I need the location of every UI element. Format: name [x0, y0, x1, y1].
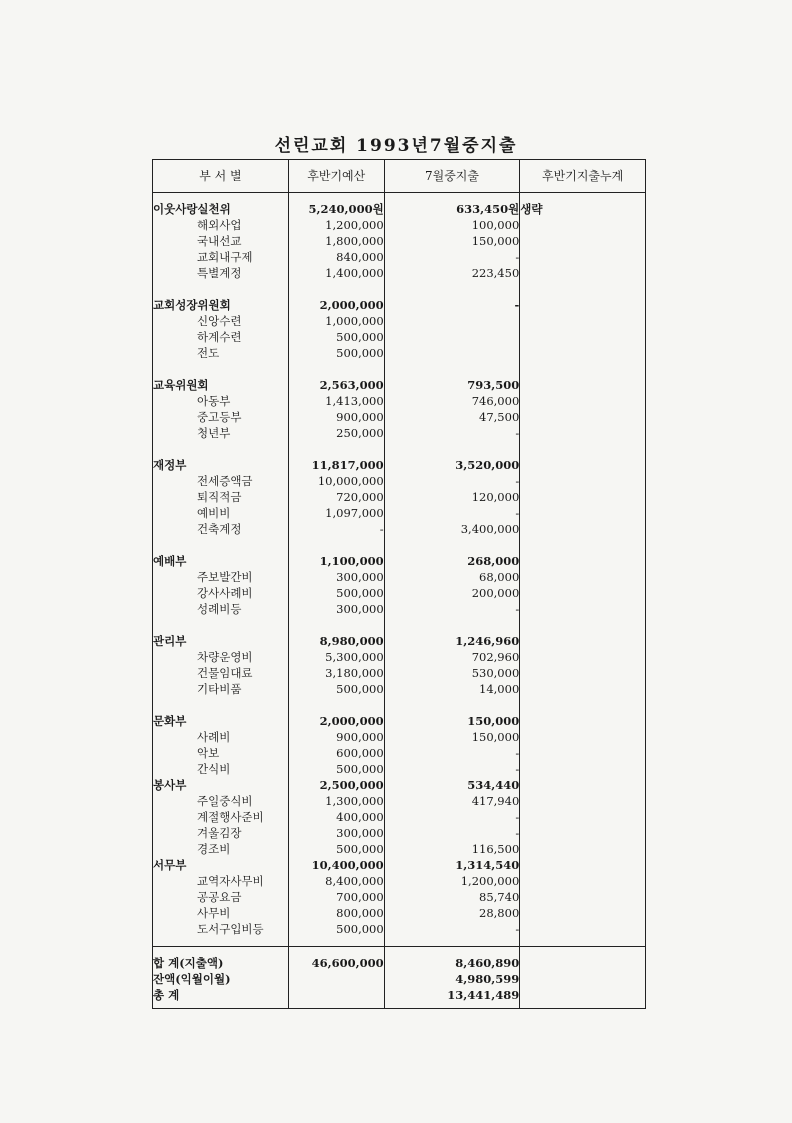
department-name: 봉사부	[153, 777, 289, 793]
item-july: -	[384, 825, 520, 841]
item-name: 차량운영비	[153, 649, 289, 665]
empty-cell	[288, 697, 384, 713]
empty-cell	[384, 537, 520, 553]
empty-cell	[384, 617, 520, 633]
item-name: 도서구입비등	[153, 921, 289, 937]
item-row	[153, 489, 646, 505]
item-july: 200,000	[384, 585, 520, 601]
item-cumulative	[520, 233, 646, 249]
item-cumulative	[520, 793, 646, 809]
item-plan: 1,000,000	[288, 313, 384, 329]
item-name: 아동부	[153, 393, 289, 409]
item-plan: 720,000	[288, 489, 384, 505]
item-name: 공공요금	[153, 889, 289, 905]
item-name: 해외사업	[153, 217, 289, 233]
empty-cell	[384, 1003, 520, 1009]
item-row	[153, 409, 646, 425]
item-plan: 840,000	[288, 249, 384, 265]
item-july: 150,000	[384, 729, 520, 745]
department-row	[153, 633, 646, 649]
total-july: 4,980,599	[384, 971, 520, 987]
empty-cell	[153, 361, 289, 377]
item-plan: 1,200,000	[288, 217, 384, 233]
item-july	[384, 313, 520, 329]
item-july: 530,000	[384, 665, 520, 681]
item-row	[153, 921, 646, 937]
header-cumulative: 후반기지출누계	[520, 160, 646, 193]
item-cumulative	[520, 745, 646, 761]
empty-cell	[153, 193, 289, 202]
department-cumulative	[520, 553, 646, 569]
item-cumulative	[520, 889, 646, 905]
page-title: 선린교회 1993년7월중지출	[274, 136, 518, 156]
department-row	[153, 377, 646, 393]
item-plan: 300,000	[288, 825, 384, 841]
department-cumulative	[520, 857, 646, 873]
empty-cell	[153, 281, 289, 297]
empty-cell	[153, 697, 289, 713]
item-cumulative	[520, 569, 646, 585]
department-july: 150,000	[384, 713, 520, 729]
item-cumulative	[520, 825, 646, 841]
item-july: 150,000	[384, 233, 520, 249]
item-plan: 3,180,000	[288, 665, 384, 681]
department-plan: 2,500,000	[288, 777, 384, 793]
item-row	[153, 345, 646, 361]
total-row	[153, 971, 646, 987]
item-plan: 500,000	[288, 921, 384, 937]
item-plan: -	[288, 521, 384, 537]
item-cumulative	[520, 921, 646, 937]
item-cumulative	[520, 905, 646, 921]
item-plan: 300,000	[288, 569, 384, 585]
item-plan: 700,000	[288, 889, 384, 905]
item-cumulative	[520, 489, 646, 505]
empty-cell	[153, 937, 289, 947]
item-plan: 250,000	[288, 425, 384, 441]
item-name: 예비비	[153, 505, 289, 521]
item-name: 교회내구제	[153, 249, 289, 265]
department-july: 1,314,540	[384, 857, 520, 873]
total-july: 13,441,489	[384, 987, 520, 1003]
total-row	[153, 987, 646, 1003]
department-name: 교회성장위원회	[153, 297, 289, 313]
department-name: 교육위원회	[153, 377, 289, 393]
department-plan: 2,563,000	[288, 377, 384, 393]
department-name: 예배부	[153, 553, 289, 569]
total-cumulative	[520, 987, 646, 1003]
item-plan: 5,300,000	[288, 649, 384, 665]
item-row	[153, 745, 646, 761]
item-cumulative	[520, 409, 646, 425]
item-cumulative	[520, 345, 646, 361]
item-row	[153, 809, 646, 825]
item-plan: 1,800,000	[288, 233, 384, 249]
empty-cell	[288, 617, 384, 633]
item-row	[153, 793, 646, 809]
item-july: 1,200,000	[384, 873, 520, 889]
header-plan: 후반기예산	[288, 160, 384, 193]
item-cumulative	[520, 265, 646, 281]
item-july: -	[384, 505, 520, 521]
item-july: -	[384, 601, 520, 617]
item-name: 계절행사준비	[153, 809, 289, 825]
department-july: 268,000	[384, 553, 520, 569]
item-july: 85,740	[384, 889, 520, 905]
empty-cell	[520, 361, 646, 377]
item-name: 교역자사무비	[153, 873, 289, 889]
item-row	[153, 569, 646, 585]
header-july: 7월중지출	[384, 160, 520, 193]
department-row	[153, 553, 646, 569]
item-plan: 1,413,000	[288, 393, 384, 409]
item-plan: 300,000	[288, 601, 384, 617]
item-cumulative	[520, 841, 646, 857]
total-plan: 46,600,000	[288, 955, 384, 971]
header-dept: 부 서 별	[153, 160, 289, 193]
item-row	[153, 249, 646, 265]
item-name: 사례비	[153, 729, 289, 745]
item-row	[153, 601, 646, 617]
total-label: 합 계(지출액)	[153, 955, 289, 971]
item-name: 악보	[153, 745, 289, 761]
item-name: 주보발간비	[153, 569, 289, 585]
item-row	[153, 889, 646, 905]
item-cumulative	[520, 217, 646, 233]
totals-section	[153, 947, 646, 1009]
empty-cell	[153, 441, 289, 457]
item-july: -	[384, 921, 520, 937]
item-name: 하계수련	[153, 329, 289, 345]
spacer-row	[153, 281, 646, 297]
item-row	[153, 425, 646, 441]
item-row	[153, 313, 646, 329]
department-cumulative: 생략	[520, 201, 646, 217]
item-july: -	[384, 745, 520, 761]
empty-cell	[153, 1003, 289, 1009]
item-row	[153, 729, 646, 745]
empty-cell	[288, 1003, 384, 1009]
item-cumulative	[520, 761, 646, 777]
empty-cell	[384, 281, 520, 297]
item-plan: 900,000	[288, 729, 384, 745]
spacer-row	[153, 1003, 646, 1009]
empty-cell	[520, 537, 646, 553]
item-name: 국내선교	[153, 233, 289, 249]
item-july: 417,940	[384, 793, 520, 809]
item-plan: 400,000	[288, 809, 384, 825]
item-july: 702,960	[384, 649, 520, 665]
spacer-row	[153, 947, 646, 956]
empty-cell	[384, 441, 520, 457]
item-july: -	[384, 249, 520, 265]
empty-cell	[384, 697, 520, 713]
item-cumulative	[520, 393, 646, 409]
item-name: 건축계정	[153, 521, 289, 537]
item-plan: 800,000	[288, 905, 384, 921]
budget-table	[152, 159, 646, 1009]
item-row	[153, 329, 646, 345]
item-name: 전세증액금	[153, 473, 289, 489]
empty-cell	[288, 947, 384, 956]
department-plan: 5,240,000원	[288, 201, 384, 217]
spacer-row	[153, 361, 646, 377]
empty-cell	[288, 193, 384, 202]
department-row	[153, 201, 646, 217]
item-row	[153, 233, 646, 249]
department-plan: 1,100,000	[288, 553, 384, 569]
department-plan: 11,817,000	[288, 457, 384, 473]
empty-cell	[288, 281, 384, 297]
total-cumulative	[520, 955, 646, 971]
item-name: 겨울김장	[153, 825, 289, 841]
department-row	[153, 857, 646, 873]
item-july: 3,400,000	[384, 521, 520, 537]
item-name: 주일중식비	[153, 793, 289, 809]
item-row	[153, 761, 646, 777]
item-cumulative	[520, 505, 646, 521]
item-name: 기타비품	[153, 681, 289, 697]
item-plan: 1,400,000	[288, 265, 384, 281]
item-cumulative	[520, 729, 646, 745]
empty-cell	[520, 937, 646, 947]
department-row	[153, 777, 646, 793]
item-name: 특별계정	[153, 265, 289, 281]
spacer-row	[153, 937, 646, 947]
item-cumulative	[520, 601, 646, 617]
item-row	[153, 873, 646, 889]
item-row	[153, 681, 646, 697]
item-row	[153, 649, 646, 665]
item-name: 건물임대료	[153, 665, 289, 681]
empty-cell	[520, 617, 646, 633]
department-cumulative	[520, 713, 646, 729]
item-plan: 600,000	[288, 745, 384, 761]
item-cumulative	[520, 649, 646, 665]
item-july: 116,500	[384, 841, 520, 857]
item-name: 청년부	[153, 425, 289, 441]
item-plan: 10,000,000	[288, 473, 384, 489]
department-july: 1,246,960	[384, 633, 520, 649]
department-name: 문화부	[153, 713, 289, 729]
department-cumulative	[520, 633, 646, 649]
item-july: 68,000	[384, 569, 520, 585]
item-july: 47,500	[384, 409, 520, 425]
item-row	[153, 473, 646, 489]
department-july: 793,500	[384, 377, 520, 393]
total-row	[153, 955, 646, 971]
item-cumulative	[520, 873, 646, 889]
item-plan: 500,000	[288, 585, 384, 601]
item-name: 사무비	[153, 905, 289, 921]
item-cumulative	[520, 425, 646, 441]
empty-cell	[520, 697, 646, 713]
item-plan: 1,097,000	[288, 505, 384, 521]
item-cumulative	[520, 521, 646, 537]
spacer-row	[153, 441, 646, 457]
item-row	[153, 825, 646, 841]
department-name: 이웃사랑실천위	[153, 201, 289, 217]
item-cumulative	[520, 249, 646, 265]
department-plan: 2,000,000	[288, 297, 384, 313]
item-name: 강사사례비	[153, 585, 289, 601]
item-name: 간식비	[153, 761, 289, 777]
total-plan	[288, 987, 384, 1003]
department-plan: 10,400,000	[288, 857, 384, 873]
item-plan: 500,000	[288, 329, 384, 345]
item-name: 신앙수련	[153, 313, 289, 329]
item-july: 223,450	[384, 265, 520, 281]
item-name: 퇴직적금	[153, 489, 289, 505]
empty-cell	[520, 281, 646, 297]
item-plan: 500,000	[288, 681, 384, 697]
empty-cell	[384, 937, 520, 947]
item-july: 28,800	[384, 905, 520, 921]
item-july: -	[384, 809, 520, 825]
department-name: 재정부	[153, 457, 289, 473]
department-row	[153, 297, 646, 313]
department-row	[153, 713, 646, 729]
item-row	[153, 905, 646, 921]
item-plan: 1,300,000	[288, 793, 384, 809]
department-cumulative	[520, 377, 646, 393]
item-july: 100,000	[384, 217, 520, 233]
item-name: 중고등부	[153, 409, 289, 425]
empty-cell	[520, 193, 646, 202]
spacer-row	[153, 697, 646, 713]
item-july: -	[384, 761, 520, 777]
empty-cell	[288, 537, 384, 553]
item-row	[153, 841, 646, 857]
item-july	[384, 345, 520, 361]
department-plan: 8,980,000	[288, 633, 384, 649]
item-cumulative	[520, 329, 646, 345]
empty-cell	[520, 1003, 646, 1009]
item-july: 120,000	[384, 489, 520, 505]
department-cumulative	[520, 457, 646, 473]
item-cumulative	[520, 681, 646, 697]
empty-cell	[520, 441, 646, 457]
department-plan: 2,000,000	[288, 713, 384, 729]
empty-cell	[288, 361, 384, 377]
item-row	[153, 521, 646, 537]
item-july	[384, 329, 520, 345]
item-cumulative	[520, 473, 646, 489]
item-row	[153, 393, 646, 409]
item-plan: 500,000	[288, 761, 384, 777]
empty-cell	[384, 361, 520, 377]
empty-cell	[153, 537, 289, 553]
total-july: 8,460,890	[384, 955, 520, 971]
department-name: 관리부	[153, 633, 289, 649]
empty-cell	[384, 193, 520, 202]
item-july: -	[384, 425, 520, 441]
item-cumulative	[520, 665, 646, 681]
total-label: 총 계	[153, 987, 289, 1003]
item-july: 14,000	[384, 681, 520, 697]
department-july: 534,440	[384, 777, 520, 793]
item-plan: 8,400,000	[288, 873, 384, 889]
spacer-row	[153, 193, 646, 202]
empty-cell	[520, 947, 646, 956]
department-july: 3,520,000	[384, 457, 520, 473]
item-name: 성례비등	[153, 601, 289, 617]
department-cumulative	[520, 777, 646, 793]
item-row	[153, 505, 646, 521]
item-july: -	[384, 473, 520, 489]
empty-cell	[288, 441, 384, 457]
item-row	[153, 265, 646, 281]
item-row	[153, 585, 646, 601]
header-row	[153, 160, 646, 193]
item-plan: 500,000	[288, 841, 384, 857]
item-cumulative	[520, 809, 646, 825]
item-cumulative	[520, 585, 646, 601]
budget-body	[153, 193, 646, 947]
item-name: 전도	[153, 345, 289, 361]
item-row	[153, 217, 646, 233]
department-row	[153, 457, 646, 473]
item-plan: 900,000	[288, 409, 384, 425]
empty-cell	[384, 947, 520, 956]
empty-cell	[288, 937, 384, 947]
department-july: 633,450원	[384, 201, 520, 217]
item-plan: 500,000	[288, 345, 384, 361]
item-name: 경조비	[153, 841, 289, 857]
spacer-row	[153, 617, 646, 633]
total-label: 잔액(익월이월)	[153, 971, 289, 987]
empty-cell	[153, 947, 289, 956]
department-july: -	[384, 297, 520, 313]
total-cumulative	[520, 971, 646, 987]
department-cumulative	[520, 297, 646, 313]
total-plan	[288, 971, 384, 987]
item-row	[153, 665, 646, 681]
empty-cell	[153, 617, 289, 633]
item-cumulative	[520, 313, 646, 329]
item-july: 746,000	[384, 393, 520, 409]
department-name: 서무부	[153, 857, 289, 873]
spacer-row	[153, 537, 646, 553]
